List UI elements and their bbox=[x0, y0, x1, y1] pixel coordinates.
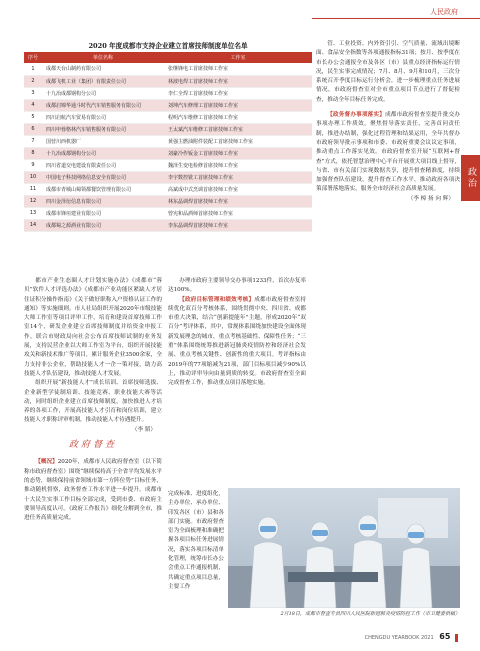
row-studio-name: 刘坤汽车修理工首席技师工作室 bbox=[164, 99, 312, 111]
row-unit-name: 成都飞机工业（集团）有限责任公司 bbox=[42, 75, 164, 87]
row-studio-name: 程明汽车维修工首席技师工作室 bbox=[164, 111, 312, 123]
paragraph: 成都市政府督查室提升批交办事项办理工作质效，聚焦督导落实责任，完善首问责任制，推进办结制，强化过程管理和结果运用，全年共督办市政府领导批示事项和市委、市政府重要会议议定事项，推动重点工作落实见效。市政府督查室开展“互联网+督查”方式，依托智慧治理中心平台开展重大项目线上督导，与省、市有关部门实现数据共享，提升督查精准度，持续加强督查队伍建设，提升督查工作水平，推动政府各项决策部署落地落实，服务全市经济社会高质量发展。 bbox=[316, 112, 460, 193]
footer-accent bbox=[455, 634, 458, 642]
row-number: 8 bbox=[24, 147, 42, 159]
table-row bbox=[24, 183, 312, 195]
paragraph-tag: 【政府目标管理和绩效考核】 bbox=[179, 296, 255, 303]
row-number: 10 bbox=[24, 171, 42, 183]
table-row bbox=[24, 99, 312, 111]
row-number: 14 bbox=[24, 219, 42, 231]
paragraph: 办理市政府主要领导交办事项1233件，首次办复率达100%。 bbox=[168, 278, 306, 294]
row-number: 12 bbox=[24, 195, 42, 207]
row-unit-name: 成都蜀之源酒业有限公司 bbox=[42, 219, 164, 231]
paragraph: 都市产业生态圈人才计划实施办法》《成都市“蓉贝”软件人才评选办法》《成都市产业功能区紧缺人才居住证积分操作指南》《关于做好职称入户资格认证工作的通知》等实施细则。市人社局组织开展2020年市级技能大师工作室等项目评审工作，培育和建设首席技师工作室14个，研发企业建立首席技师制度并给资金申报工作，联合市财政局向社会公布首席技师试制的业务发展，支持民营企业以大师工作室为平台，组织开展技能攻关和新技术推广等项目，累计服务企业3500余家，全力支持非公企业，帮助技能人才一企一策对接，助力高技能人才队伍建设，推动技能人才发展。 bbox=[24, 278, 162, 377]
row-number: 9 bbox=[24, 159, 42, 171]
header-rule bbox=[312, 18, 480, 19]
row-number: 7 bbox=[24, 135, 42, 147]
inspection-photo bbox=[228, 488, 460, 608]
row-studio-name: 李宇数控铣工首席技师工作室 bbox=[164, 171, 312, 183]
paragraph: 2020年，成都市人民政府督查室（以下简称市政府督查室）围绕“继续保持高于全省平均发展水平的态势，继续保持前省领域市第一方阵位势”目标任务，推动随机督察，政务督查工作水平进一步提升。成都市十大民生实事工作目标全部完成，受到市委、市政府主要领导高度认可。《政府工作报告》细化分解到全市，推进任务高质量完成。 bbox=[24, 459, 162, 522]
table-row bbox=[24, 147, 312, 159]
column-right bbox=[316, 40, 460, 480]
table-row bbox=[24, 111, 312, 123]
col-header-number: 序号 bbox=[24, 52, 42, 63]
row-studio-name: 李仁全焊工首席技师工作室 bbox=[164, 87, 312, 99]
yearbook-title: CHENGDU YEARBOOK 2021 bbox=[364, 635, 434, 641]
table-row bbox=[24, 75, 312, 87]
page-footer bbox=[365, 632, 458, 642]
row-studio-name: 王太斌汽车维修工首席技师工作室 bbox=[164, 123, 312, 135]
row-unit-name: 四川省道交电建设有限责任公司 bbox=[42, 159, 164, 171]
paragraph: 成都市政府督查室持续优化双百分考核体系，围绕贯彻中央、四川省、成都市重大决策，结合“创新提能年”主题，形成2020年“双百分”考评体系，其中，常规体系围绕加快建设全面体现新发展理念的城市，重点考核基础性、保障性任务；“三重”体系围绕统筹推进新冠肺炎疫情防控和经济社会发展、重点考核关键性、创新性的重大项目。考评指标由2019年的77项缩减为21项，部门目标项目减少90%以上，推动评审导向由量到质的转变。市政府督查室全面完成督查工作，推动重点项目落地实施。 bbox=[168, 296, 306, 387]
row-unit-name: 十九冶成都钢构分公司 bbox=[42, 147, 164, 159]
table-row bbox=[24, 171, 312, 183]
page-number: 65 bbox=[439, 632, 451, 641]
paragraph: 组织开展“新技能人才”成长培训、首席技师选拔、企业新型学徒制培训、技能竞赛、职业技能大赛等活动，同时组织企业建立首席技师制度，加快推进人才培养的各项工作，开展高技能人才引育和岗位培训，建立技能人才职称评审机制，推动技能人才待遇提升。 bbox=[24, 380, 162, 424]
table-row bbox=[24, 123, 312, 135]
row-number: 4 bbox=[24, 99, 42, 111]
table-row bbox=[24, 195, 312, 207]
paragraph-tag: 【政务督办事项落实】 bbox=[327, 112, 386, 119]
column-middle-lower: 完成标准、进度组化，主办单位、承办单位、印发各区（市）县和各部门实施。市政府督查室为全面梳理和准确把握各项目标任务进展情况，落实各项目标清单化管理，统筹市长办公会重点工作通报机制，共确定重点项目总量，主要工作 bbox=[168, 491, 224, 590]
row-studio-name: 林波电焊工首席技师工作室 bbox=[164, 75, 312, 87]
section-title: 政府督查 bbox=[68, 440, 117, 451]
side-tab[interactable]: 政治 bbox=[461, 155, 480, 201]
row-unit-name: 中国电子科技网络信息安全有限公司 bbox=[42, 171, 164, 183]
section-tag: 人民政府 bbox=[430, 8, 458, 16]
table-row bbox=[24, 135, 312, 147]
row-number: 1 bbox=[24, 63, 42, 75]
row-number: 6 bbox=[24, 123, 42, 135]
row-unit-name: 四川金泽衍信息有限公司 bbox=[42, 195, 164, 207]
row-number: 13 bbox=[24, 207, 42, 219]
author-sign: （李 樟 扬 向 辉） bbox=[407, 195, 454, 202]
row-studio-name: 曾宪和品酒师首席技师工作室 bbox=[164, 207, 312, 219]
table-title: 2020 年度成都市支持企业建立首席技师制度单位名单 bbox=[88, 42, 248, 50]
row-unit-name: 成都天台山制药有限公司 bbox=[42, 63, 164, 75]
table-row bbox=[24, 159, 312, 171]
row-unit-name: 成都启锦华通斗时代汽车销售服务有限公司 bbox=[42, 99, 164, 111]
row-studio-name: 林东晶调焊首席技师工作室 bbox=[164, 195, 312, 207]
row-number: 11 bbox=[24, 183, 42, 195]
table-row bbox=[24, 219, 312, 231]
technician-table bbox=[24, 40, 312, 269]
row-unit-name: 成都市锋垣建业有限公司 bbox=[42, 207, 164, 219]
paragraph-tag: 【概况】 bbox=[35, 459, 58, 466]
row-unit-name: 成都市青城山蜀领都餐饮管理有限公司 bbox=[42, 183, 164, 195]
row-studio-name: 黄强主燃油附件装配工首席技师工作室 bbox=[164, 135, 312, 147]
column-left bbox=[24, 277, 162, 622]
row-number: 5 bbox=[24, 111, 42, 123]
table-body bbox=[24, 63, 312, 231]
row-number: 2 bbox=[24, 75, 42, 87]
row-studio-name: 高斌成中式烹调首席技师工作室 bbox=[164, 183, 312, 195]
row-unit-name: 四川启航汽车贸易有限公司 bbox=[42, 111, 164, 123]
row-studio-name: 魏泽生变电检修首席技师工作室 bbox=[164, 159, 312, 171]
row-studio-name: 李东晶调焊首席技师工作室 bbox=[164, 219, 312, 231]
row-unit-name: 四川申蓉格林汽车销售服务有限公司 bbox=[42, 123, 164, 135]
row-studio-name: 刘豪冷作钣金工首席技师工作室 bbox=[164, 147, 312, 159]
photo-caption: 2月18日，成都市督查专员四川人民医院新冠肺炎疫情防控工作（市卫健委供稿） bbox=[280, 611, 460, 617]
row-unit-name: 国营川西机器厂 bbox=[42, 135, 164, 147]
col-header-studio: 工作室 bbox=[164, 52, 312, 63]
column-middle bbox=[168, 277, 306, 482]
col-header-unit: 单位名称 bbox=[42, 52, 164, 63]
row-number: 3 bbox=[24, 87, 42, 99]
table-row bbox=[24, 87, 312, 99]
photo-illustration bbox=[228, 488, 460, 608]
paragraph: 管、工业投资、内外资引引、空气质量、流域出境断面、食品安全指数等各项通报指标31项；按月、按季度在市长办公会通报全市及各区（市）县重点经济指标运行情况，民生实事完成情况；7月、8月、9月和10月，三次分系统召开季度目标运行分析会，进一步梳理重点任务进展情况，市政府督查室对全市重点项目节点进行了督促检查，推动全年目标任务完成。 bbox=[316, 41, 460, 103]
table-row bbox=[24, 207, 312, 219]
row-studio-name: 张继锋电工首席技师工作室 bbox=[164, 63, 312, 75]
author-sign: （李 韬） bbox=[131, 426, 156, 433]
table-row bbox=[24, 63, 312, 75]
row-unit-name: 十九冶成都钢构分公司 bbox=[42, 87, 164, 99]
